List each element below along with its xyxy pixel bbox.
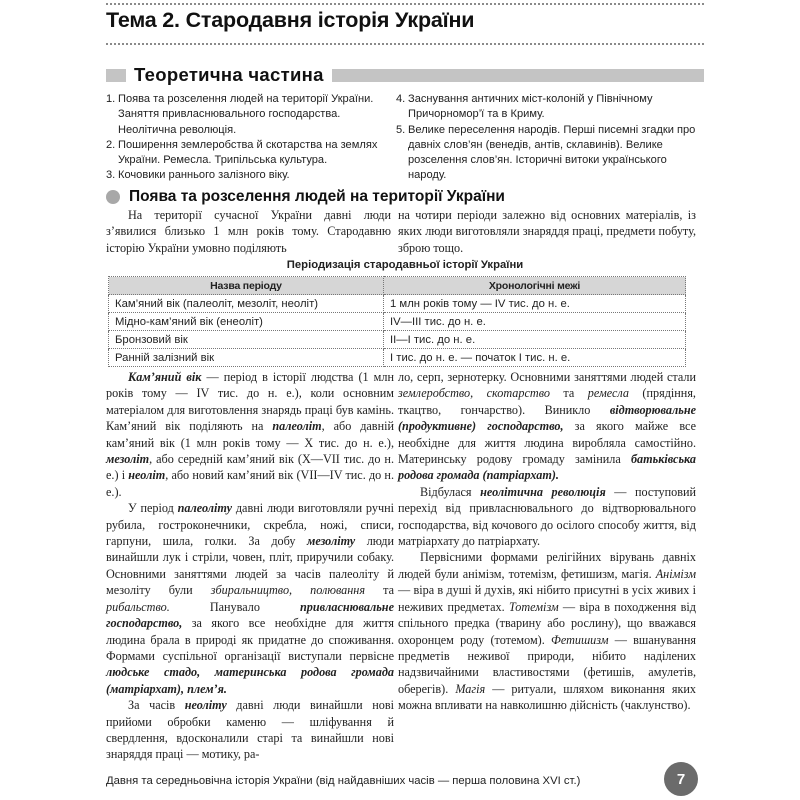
column-header: Назва періоду (109, 277, 384, 295)
topic-number: 2. (106, 138, 116, 151)
page-number-badge: 7 (664, 762, 698, 796)
table-row (109, 295, 686, 313)
table-row (109, 349, 686, 367)
period-name: Ранній залізний вік (109, 349, 384, 367)
subsection-title: Поява та розселення людей на території України (129, 188, 505, 205)
top-dotted-rule (106, 3, 704, 5)
body-column-left (106, 369, 394, 763)
section-marker-block (106, 69, 126, 82)
circle-bullet-icon (106, 190, 120, 204)
topic-text: Велике переселення народів. Перші писемні згадки про давніх слов’ян (венедів, антів, склавинів). Велике розселення слов’ян. Історичні витоки українського народу. (408, 123, 696, 182)
topic-item (396, 123, 702, 184)
section-title: Теоретична частина (134, 64, 324, 85)
table-header-row (109, 277, 686, 295)
column-header: Хронологічні межі (384, 277, 686, 295)
subsection-header (106, 188, 505, 206)
topic-number: 3. (106, 169, 116, 182)
footer-book-title: Давня та середньовічна історія України (від найдавніших часів — перша половина XVI ст.) (106, 775, 581, 787)
table-caption: Періодизація стародавньої історії України (286, 259, 524, 271)
period-name: Мідно-кам’яний вік (енеоліт) (109, 313, 384, 331)
topic-text: Заснування античних міст-колоній у Північному Причорномор’ї та в Криму. (408, 93, 653, 121)
paragraph-neolithic-start: За часів неоліту давні люди винайшли нові прийоми обробки каменю — шліфування й свердлення, вдосконалили старі та винайшли нові знаряддя праці — мотику, ра- (106, 698, 394, 762)
period-range: IV—III тис. до н. е. (384, 313, 686, 331)
intro-paragraph-left: На території сучасної України давні люди з’явилися близько 1 млн років тому. Стародавню історію України умовно поділяють (106, 208, 391, 255)
topic-number: 5. (396, 123, 406, 136)
period-name: Кам’яний вік (палеоліт, мезоліт, неоліт) (109, 295, 384, 313)
period-name: Бронзовий вік (109, 331, 384, 349)
page-title: Тема 2. Стародавня історія України (106, 8, 475, 32)
topic-text: Кочовики раннього залізного віку. (118, 169, 290, 182)
table-row (109, 313, 686, 331)
topic-item (396, 92, 702, 123)
period-range: 1 млн років тому — IV тис. до н. е. (384, 295, 686, 313)
topic-item (106, 138, 390, 169)
body-column-right (398, 369, 696, 714)
paragraph-religion: Первісними формами релігійних вірувань давніх людей були анімізм, тотемізм, фетишизм, магія. Анімізм — віра в душі й духів, які нібито присутні в усіх живих і неживих предметах. Тотемізм — віра в походження від спільного предка (тварину або рослину), що вважався охоронцем роду (тотемом). Фетишизм — вшанування предметів неживої природи, нібито наділених надзвичайними властивостями (фетишів, амулетів, оберегів). Магія — ритуали, шляхом виконання яких можна впливати на навколишню дійсність (чаклунство). (398, 550, 696, 713)
topics-list-left (106, 92, 390, 184)
period-range: II—I тис. до н. е. (384, 331, 686, 349)
paragraph-stone-age: Кам’яний вік — період в історії людства (1 млн років тому — IV тис. до н. е.), коли основним матеріалом для виготовлення знарядь праці був камінь. Кам’яний вік поділяють на палеоліт, або давній кам’яний вік (1 млн років тому — X тис. до н. е.), мезоліт, або середній кам’яний вік (X—VII тис. до н. е.) і неоліт, або новий кам’яний вік (VII—IV тис. до н. е.). (106, 370, 394, 499)
paragraph-neolithic-cont: ло, серп, зернотерку. Основними заняттями людей стали землеробство, скотарство та ремесла (прядіння, ткацтво, гончарство). Виникло відтворювальне (продуктивне) господарство, за якого майже все необхідне для життя людина виробляла самостійно. Материнську родову громаду замінила батьківська родова громада (патріархат). (398, 370, 697, 483)
periodization-table (108, 276, 686, 367)
title-dotted-rule (106, 43, 704, 45)
topic-item (106, 92, 390, 138)
paragraph-paleolithic: У період палеоліту давні люди виготовляли ручні рубила, гостроконечники, скребла, ножі, списи, гарпуни, шила, голки. За добу мезоліту люди винайшли лук і стріли, човен, пліт, приручили собаку. Основними заняттями людей за часів палеоліту й мезоліту були збиральництво, полювання та рибальство. Панувало привласнювальне господарство, за якого все необхідне для життя людина брала в природі як придатне до споживання. Формами суспільної організації виступали первісне людське стадо, материнська родова громада (матріархат), плем’я. (106, 501, 395, 696)
textbook-page (106, 0, 704, 800)
section-header (106, 64, 704, 86)
topic-item (106, 168, 390, 183)
section-bar (332, 69, 704, 82)
topics-list-right (396, 92, 702, 184)
table-row (109, 331, 686, 349)
intro-paragraph-right: на чотири періоди залежно від основних матеріалів, із яких люди виготовляли знаряддя праці, предмети побуту, зброю тощо. (398, 208, 696, 255)
period-range: I тис. до н. е. — початок I тис. н. е. (384, 349, 686, 367)
paragraph-neolithic-revolution: Відбулася неолітична революція — поступовий перехід від привласнювального до відтворювального господарства, від кочового до осілого способу життя, від матріархату до патріархату. (398, 484, 696, 549)
topic-text: Поширення землеробства й скотарства на землях України. Ремесла. Трипільська культура. (118, 138, 378, 167)
topic-number: 4. (396, 93, 406, 105)
topic-number: 1. (106, 93, 116, 105)
topic-text: Поява та розселення людей на території України. Заняття привласнювального господарства. Неолітична революція. (118, 93, 374, 136)
